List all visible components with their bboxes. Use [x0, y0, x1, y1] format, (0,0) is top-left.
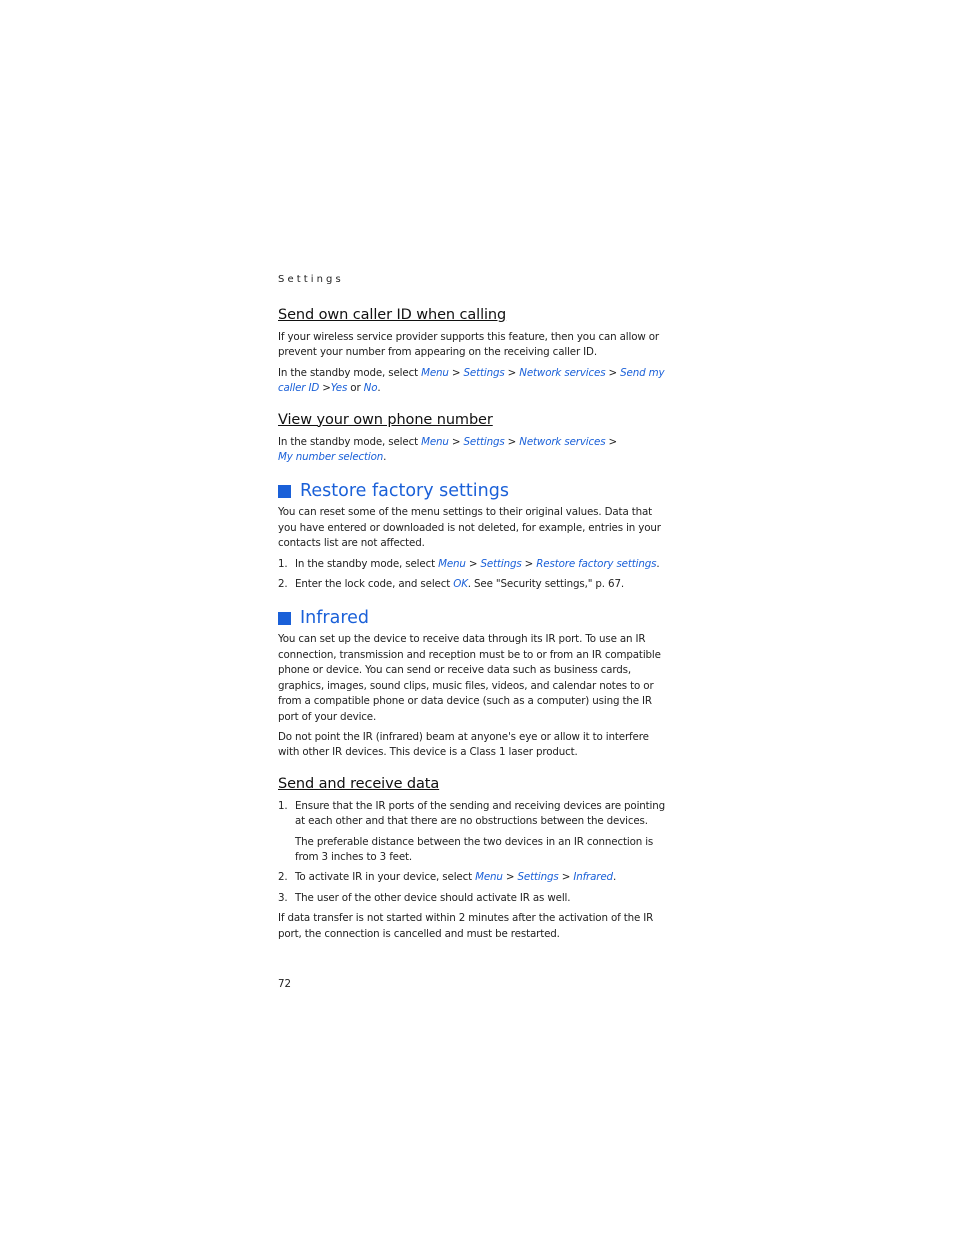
period: .	[383, 451, 387, 464]
settings-link[interactable]: Settings	[480, 557, 522, 570]
separator: >	[504, 435, 520, 448]
settings-link[interactable]: Settings	[463, 435, 505, 448]
separator: >	[504, 366, 520, 379]
network-services-link[interactable]: Network services	[519, 435, 606, 448]
section-square-icon	[278, 485, 291, 498]
step-number: 1.	[278, 799, 288, 812]
infrared-description: You can set up the device to receive data through its IR port. To use an IR connection, transmission and reception must be to or from an IR compatible phone or device. You can send or receive data such as business cards, graphics, images, sound clips, music files, videos, and calendar notes to or from a compatible phone or data device (such as a computer) using the IR port of your device.	[278, 633, 661, 723]
page-number: 72	[278, 977, 292, 990]
send-receive-steps	[278, 799, 670, 906]
view-number-menu-path	[278, 435, 670, 466]
separator: >	[319, 382, 331, 395]
settings-link[interactable]: Settings	[463, 366, 505, 379]
heading-send-receive-data: Send and receive data	[278, 775, 440, 792]
list-item	[278, 870, 670, 885]
restore-factory-settings-link[interactable]: Restore factory settings	[536, 557, 657, 570]
network-services-link[interactable]: Network services	[519, 366, 606, 379]
step-intro: To activate IR in your device, select	[295, 871, 476, 884]
menu-link[interactable]: Menu	[421, 435, 449, 448]
separator: >	[448, 366, 464, 379]
section-square-icon	[278, 612, 291, 625]
heading-send-caller-id: Send own caller ID when calling	[278, 307, 507, 323]
restore-steps	[278, 557, 670, 593]
period: .	[656, 557, 660, 570]
period: .	[612, 871, 617, 884]
list-item	[278, 557, 670, 572]
yes-link[interactable]: Yes	[330, 382, 348, 395]
menu-link[interactable]: Menu	[438, 557, 466, 570]
heading-restore-factory-settings	[278, 480, 670, 502]
infrared-link[interactable]: Infrared	[573, 871, 613, 884]
list-item	[278, 799, 670, 866]
period: .	[377, 382, 381, 395]
step-note: The preferable distance between the two devices in an IR connection is from 3 inches to 3 feet.	[295, 835, 654, 863]
path-intro: In the standby mode, select	[278, 435, 422, 448]
separator: >	[605, 435, 618, 448]
caller-id-description: If your wireless service provider supports this feature, then you can allow or prevent your number from appearing on the receiving caller ID.	[278, 331, 659, 359]
list-item	[278, 577, 670, 592]
restore-description: You can reset some of the menu settings to their original values. Data that you have entered or downloaded is not deleted, for example, entries in your contacts list are not affected.	[278, 506, 661, 550]
separator: >	[502, 871, 518, 884]
closing-note: If data transfer is not started within 2 minutes after the activation of the IR port, the connection is cancelled and must be restarted.	[278, 912, 654, 940]
caller-id-menu-path	[278, 366, 670, 397]
separator: >	[605, 366, 621, 379]
step-tail: . See "Security settings," p. 67.	[467, 578, 624, 591]
no-link[interactable]: No	[363, 382, 378, 395]
step-number: 2.	[278, 578, 288, 591]
section-title: Infrared	[300, 608, 370, 629]
step-number: 3.	[278, 891, 288, 904]
section-title: Restore factory settings	[300, 481, 509, 502]
separator: >	[448, 435, 464, 448]
ok-link[interactable]: OK	[453, 578, 468, 591]
menu-link[interactable]: Menu	[475, 871, 503, 884]
path-intro: In the standby mode, select	[278, 366, 422, 379]
heading-infrared	[278, 607, 670, 629]
or-text: or	[347, 382, 364, 395]
settings-link[interactable]: Settings	[517, 871, 559, 884]
send-my-caller-id-link[interactable]: Send my caller ID	[278, 366, 665, 395]
step-text: The user of the other device should activate IR as well.	[295, 891, 571, 904]
step-intro: In the standby mode, select	[295, 557, 439, 570]
heading-view-phone-number: View your own phone number	[278, 411, 493, 428]
separator: >	[558, 871, 574, 884]
my-number-selection-link[interactable]: My number selection	[278, 451, 384, 464]
document-page	[278, 271, 670, 990]
separator: >	[465, 557, 481, 570]
step-number: 1.	[278, 557, 288, 570]
infrared-warning: Do not point the IR (infrared) beam at anyone's eye or allow it to interfere with other IR devices. This device is a Class 1 laser product.	[278, 730, 649, 759]
running-head: Settings	[278, 274, 344, 285]
step-intro: Enter the lock code, and select	[295, 578, 454, 591]
menu-link[interactable]: Menu	[421, 366, 449, 379]
list-item	[278, 891, 670, 906]
separator: >	[521, 557, 537, 570]
step-number: 2.	[278, 871, 288, 884]
step-text: Ensure that the IR ports of the sending and receiving devices are pointing at each other and that there are no obstructions between the devices.	[295, 799, 666, 828]
